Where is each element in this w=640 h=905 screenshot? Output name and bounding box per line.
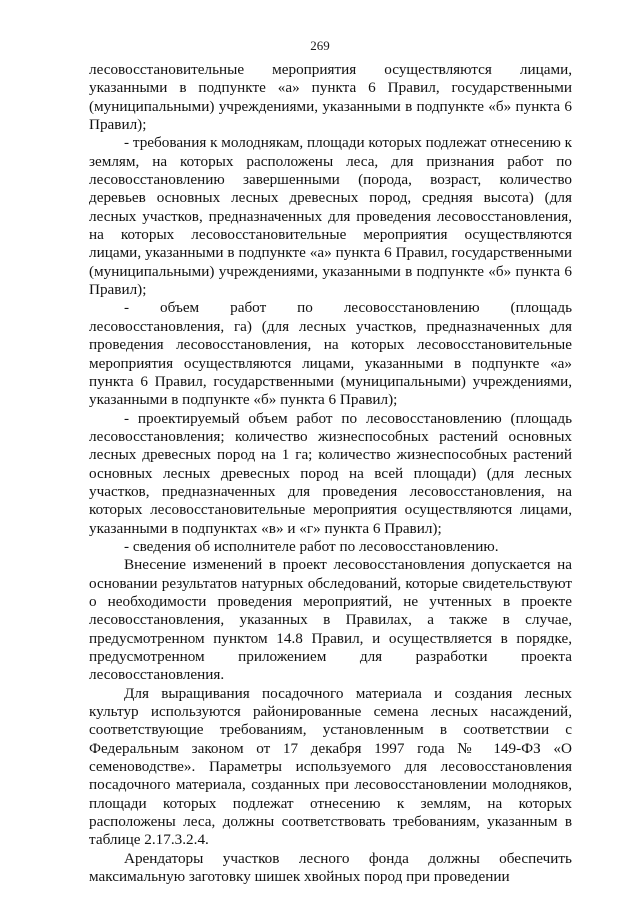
paragraph-tenant-obligations: Арендаторы участков лесного фонда должны обеспечить максимальную заготовку шишек хвойных пород при проведении <box>89 849 572 886</box>
page-number: 269 <box>310 38 330 53</box>
paragraph-continuation: лесовосстановительные мероприятия осуществляются лицами, указанными в подпункте «а» пункта 6 Правил, государственными (муниципальными) учреждениями, указанными в подпункте «б» пункта 6 Правил); <box>89 61 572 134</box>
paragraph-young-stands-requirements: - требования к молоднякам, площади которых подлежат отнесению к землям, на которых расположены леса, для признания работ по лесовосстановлению завершенными (порода, возраст, количество деревьев основных лесных древесных пород, средняя высота) (для лесных участков, предназначенных для проведения лесовосстановления, на которых лесовосстановительные мероприятия осуществляются лицами, указанными в подпункте «а» пункта 6 Правил, государственными (муниципальными) учреждениями, указанными в подпункте «б» пункта 6 Правил); <box>89 134 572 299</box>
paragraph-project-amendments: Внесение изменений в проект лесовосстановления допускается на основании результатов натурных обследований, которые свидетельствуют о необходимости проведения мероприятий, не учтенных в проекте лесовосстановления, указанных в Правилах, а также в случае, предусмотренном пунктом 14.8 Правил, и осуществляется в порядке, предусмотренном приложением для разработки проекта лесовосстановления. <box>89 556 572 684</box>
paragraph-contractor-info: - сведения об исполнителе работ по лесовосстановлению. <box>124 537 499 555</box>
document-body <box>89 61 572 886</box>
paragraph-reforestation-volume: - объем работ по лесовосстановлению (площадь лесовосстановления, га) (для лесных участков, предназначенных для проведения лесовосстановления, на которых лесовосстановительные мероприятия осуществляются лицами, указанными в подпункте «а» пункта 6 Правил, государственными (муниципальными) учреждениями, указанными в подпункте «б» пункта 6 Правил); <box>89 299 572 409</box>
paragraph-planting-material: Для выращивания посадочного материала и создания лесных культур используются районированные семена лесных насаждений, соответствующие требованиям, установленным в соответствии с Федеральным законом от 17 декабря 1997 года № 149-ФЗ «О семеноводстве». Параметры используемого для лесовосстановления посадочного материала, созданных при лесовосстановлении молодняков, площади которых подлежат отнесению к землям, на которых расположены леса, должны соответствовать требованиям, указанным в таблице 2.17.3.2.4. <box>89 684 572 849</box>
paragraph-projected-volume: - проектируемый объем работ по лесовосстановлению (площадь лесовосстановления; количество жизнеспособных растений основных лесных древесных пород на 1 га; количество жизнеспособных растений основных лесных древесных пород на всей площади) (для лесных участков, предназначенных для проведения лесовосстановления, на которых лесовосстановительные мероприятия осуществляются лицами, указанными в подпунктах «в» и «г» пункта 6 Правил); <box>89 409 572 537</box>
